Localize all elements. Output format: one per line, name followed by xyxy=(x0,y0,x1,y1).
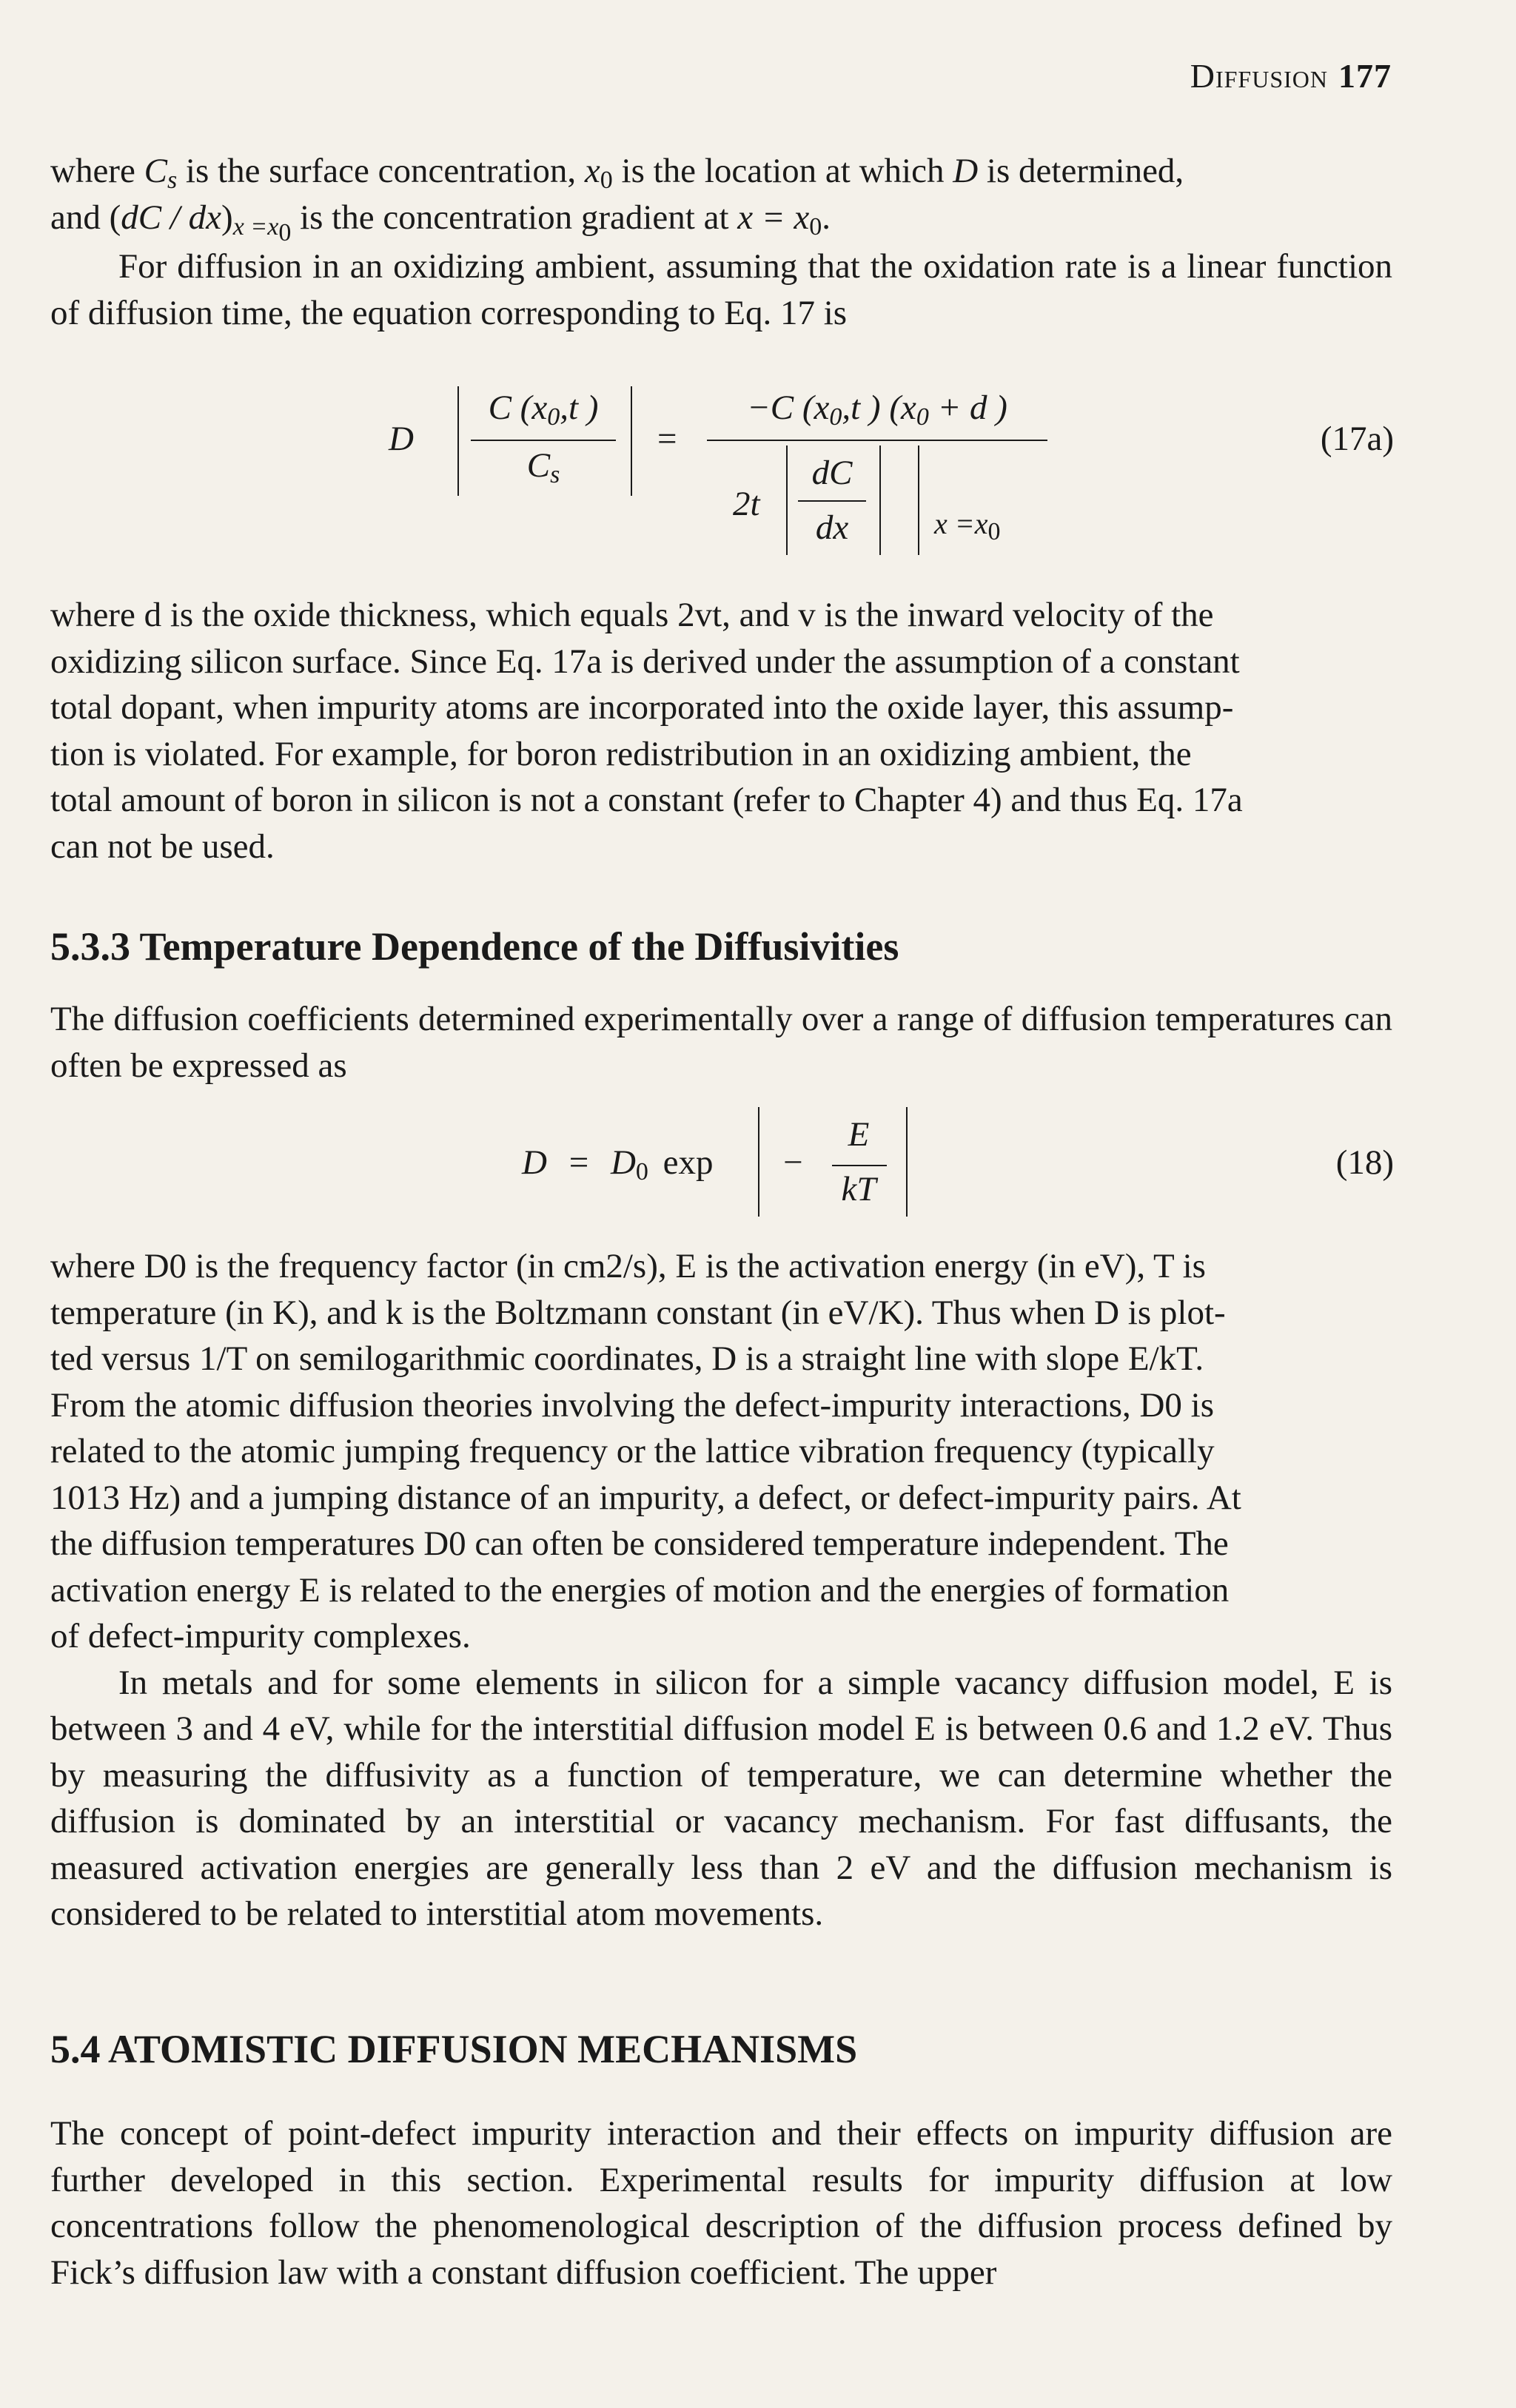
paragraph-metals-vacancy: In metals and for some elements in silicon for a simple vacancy diffusion model, E is between 3 and 4 eV, while for the interstitial diffusion model E is between 0.6 and 1.2 eV. Thus by measuring the diffusivity as a function of temperature, we can determine whether the diffusion is dominated by an interstitial or vacancy mechanism. For fast diffusants, the measured activation energies are generally less than 2 eV and the diffusion mechanism is considered to be related to interstitial atom movements. xyxy=(50,1663,1392,1933)
text-line: the diffusion temperatures D0 can often be considered temperature independent. The xyxy=(50,1524,1229,1563)
text-fragment: ,t ) (x xyxy=(842,389,916,427)
fraction-bar xyxy=(798,500,866,502)
eq-lhs-d: D xyxy=(389,420,414,458)
text-line: From the atomic diffusion theories involving the defect-impurity interactions, D0 is xyxy=(50,1385,1215,1425)
text-fragment: + d ) xyxy=(928,389,1007,427)
text-line: temperature (in K), and k is the Boltzmann constant (in eV/K). Thus when D is plot- xyxy=(50,1293,1226,1332)
text-line: total dopant, when impurity atoms are incorporated into the oxide layer, this assump- xyxy=(50,688,1234,727)
fraction-bar xyxy=(832,1165,887,1166)
eq-eval-point xyxy=(934,506,1001,545)
page-number: 177 xyxy=(1338,57,1392,95)
text-line: where d is the oxide thickness, which equals 2vt, and v is the inward velocity of the xyxy=(50,596,1214,634)
text-fragment: C (x xyxy=(488,389,548,427)
text-fragment: is the surface concentration, xyxy=(177,152,585,190)
text-fragment: ,t ) xyxy=(560,389,599,427)
text-line: activation energy E is related to the energies of motion and the energies of formation xyxy=(50,1570,1230,1610)
sub-0: 0 xyxy=(635,1158,648,1185)
text-line: tion is violated. For example, for boron redistribution in an oxidizing ambient, the xyxy=(50,734,1192,773)
var-d: D xyxy=(953,152,979,190)
sub-0: 0 xyxy=(278,218,292,246)
var-c: C xyxy=(144,152,167,190)
text-line: can not be used. xyxy=(50,827,275,866)
paragraph-oxidizing-ambient: For diffusion in an oxidizing ambient, assuming that the oxidation rate is a linear function of diffusion time, the equation corresponding to Eq. 17 is xyxy=(50,247,1392,332)
text-fragment: x =x xyxy=(934,507,988,540)
paragraph-diffusion-coefficients: The diffusion coefficients determined experimentally over a range of diffusion temperatures can often be expressed as xyxy=(50,1000,1392,1085)
text-line: 1013 Hz) and a jumping distance of an impurity, a defect, or defect-impurity pairs. At xyxy=(50,1478,1241,1517)
equation-number-18: (18) xyxy=(1335,1143,1394,1182)
eq-equals: = xyxy=(657,420,677,458)
text-fragment: where xyxy=(50,152,144,190)
eq-equals: = xyxy=(568,1143,589,1182)
text-fragment: ) xyxy=(221,198,233,237)
exp-function: exp xyxy=(663,1143,714,1182)
section-heading-5-3-3: 5.3.3 Temperature Dependence of the Diffusivities xyxy=(50,924,899,969)
running-title: Diffusion xyxy=(1190,57,1328,95)
eq-kt: kT xyxy=(841,1170,876,1208)
sub-0: 0 xyxy=(987,518,1001,545)
paragraph-oxide-thickness xyxy=(50,592,1392,870)
text-line: where D0 is the frequency factor (in cm2/s), E is the activation energy (in eV), T is xyxy=(50,1247,1206,1285)
eq-lhs-denominator xyxy=(468,445,619,488)
text-fragment: and ( xyxy=(50,198,121,237)
var-d0: D xyxy=(610,1143,636,1182)
var-x-eq: x = x xyxy=(737,198,810,237)
text-line: total amount of boron in silicon is not a constant (refer to Chapter 4) and thus Eq. 17a xyxy=(50,781,1243,819)
text-fragment: −C (x xyxy=(747,389,830,427)
text-line: of defect-impurity complexes. xyxy=(50,1617,471,1655)
sub-0: 0 xyxy=(600,167,613,194)
paragraph-surface-concentration xyxy=(50,148,1392,336)
sub-eval: x =x xyxy=(232,212,279,241)
sub-0: 0 xyxy=(916,403,929,431)
text-line: related to the atomic jumping frequency or the lattice vibration frequency (typically xyxy=(50,1432,1215,1470)
text-fragment: is the concentration gradient at xyxy=(291,198,738,237)
sub-s: s xyxy=(167,167,178,194)
running-header xyxy=(1190,56,1392,95)
fraction-bar xyxy=(707,440,1047,441)
sub-0: 0 xyxy=(547,403,560,431)
eq18-lhs xyxy=(522,1143,714,1183)
equation-number-17a: (17a) xyxy=(1320,420,1394,458)
evaluation-bar xyxy=(918,445,919,555)
eq-rhs-numerator xyxy=(707,388,1047,431)
section-heading-5-4: 5.4 ATOMISTIC DIFFUSION MECHANISMS xyxy=(50,2027,858,2071)
eq-lhs-numerator xyxy=(468,388,619,431)
text-fragment: is determined, xyxy=(978,152,1184,190)
text-fragment: . xyxy=(822,198,831,237)
text-line: oxidizing silicon surface. Since Eq. 17a is derived under the assumption of a constant xyxy=(50,642,1240,681)
sub-s: s xyxy=(550,461,560,488)
eq-dc: dC xyxy=(811,454,853,492)
text-fragment: C xyxy=(526,446,551,485)
eq-minus: − xyxy=(783,1143,803,1182)
fraction-bar xyxy=(471,440,616,441)
eq-dx: dx xyxy=(815,508,849,547)
sub-0: 0 xyxy=(829,403,842,431)
paragraph-frequency-factor xyxy=(50,1243,1392,1937)
eq-e: E xyxy=(848,1115,870,1154)
text-fragment: is the location at which xyxy=(612,152,953,190)
var-d: D xyxy=(522,1143,547,1182)
var-dcdx: dC / dx xyxy=(121,198,222,237)
text-line: ted versus 1/T on semilogarithmic coordinates, D is a straight line with slope E/kT. xyxy=(50,1339,1204,1378)
paragraph-point-defect: The concept of point-defect impurity interaction and their effects on impurity diffusion are further developed in this section. Experimental results for impurity diffusion at low concentrations follow the phenomenological description of the diffusion process defined by Fick’s diffusion law with a constant diffusion coefficient. The upper xyxy=(50,2114,1392,2292)
var-x: x xyxy=(584,152,600,190)
eq-2t: 2t xyxy=(733,485,760,523)
sub-0: 0 xyxy=(809,212,822,241)
